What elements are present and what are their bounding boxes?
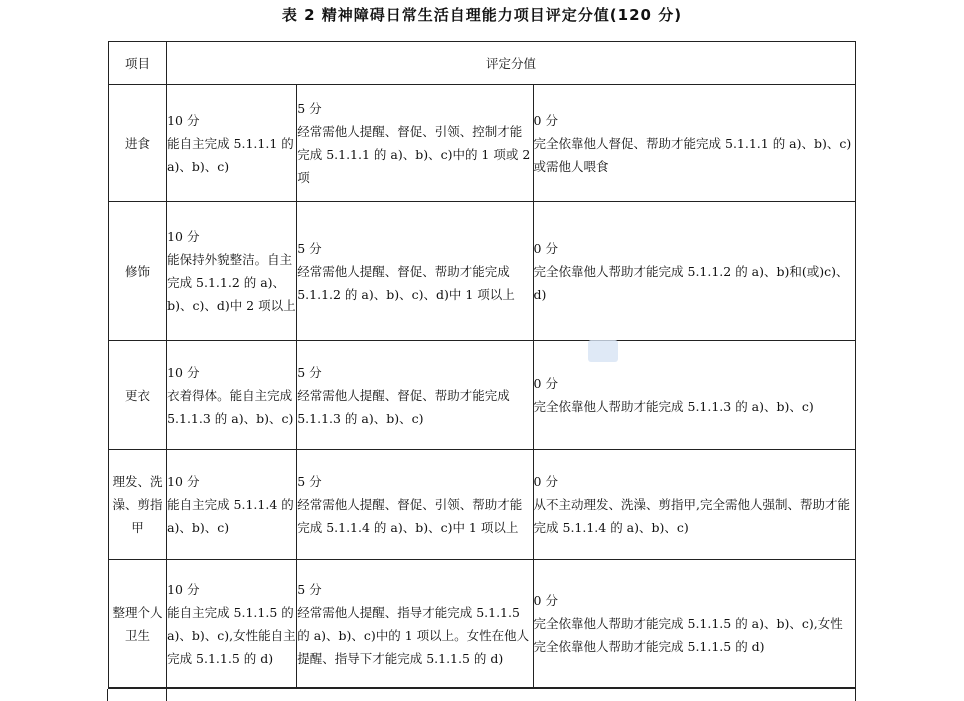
score-label: 10 分	[167, 229, 200, 244]
score-desc: 完全依靠他人帮助才能完成 5.1.1.5 的 a)、b)、c),女性完全依靠他人帮助才能完成 5.1.1.5 的 d)	[533, 616, 843, 654]
score-label: 0 分	[533, 376, 558, 391]
table-row	[109, 450, 856, 560]
score-5-cell	[297, 450, 533, 560]
border-line	[855, 689, 856, 701]
table-continuation	[108, 688, 856, 699]
score-desc: 能保持外貌整洁。自主完成 5.1.1.2 的 a)、b)、c)、d)中 2 项以上	[167, 252, 296, 313]
score-label: 10 分	[167, 364, 200, 380]
row-item: 进食	[109, 85, 167, 202]
score-10-cell	[167, 560, 297, 688]
score-desc: 能自主完成 5.1.1.1 的 a)、b)、c)	[167, 135, 294, 174]
header-item: 项目	[109, 42, 167, 85]
border-line	[107, 689, 108, 701]
score-5-cell	[297, 341, 533, 450]
header-score: 评定分值	[167, 42, 856, 85]
score-label: 5 分	[297, 101, 322, 116]
score-10-cell	[167, 85, 297, 202]
score-label: 10 分	[167, 474, 200, 489]
row-item: 更衣	[109, 341, 167, 450]
score-5-cell	[297, 85, 533, 202]
score-10-cell	[167, 202, 297, 341]
table-row	[109, 560, 856, 688]
table-header-row	[109, 42, 856, 85]
table-title: 表 2 精神障碍日常生活自理能力项目评定分值(120 分)	[281, 6, 683, 24]
table-row	[109, 341, 856, 450]
row-item: 整理个人卫生	[109, 560, 167, 688]
row-item: 修饰	[109, 202, 167, 341]
score-desc: 衣着得体。能自主完成 5.1.1.3 的 a)、b)、c)	[167, 387, 294, 426]
score-label: 0 分	[533, 593, 558, 608]
score-5-cell	[297, 560, 533, 688]
score-0-cell	[533, 202, 855, 341]
score-label: 10 分	[167, 581, 200, 597]
score-label: 5 分	[297, 581, 322, 597]
watermark-logo	[588, 340, 618, 362]
score-0-cell	[533, 560, 855, 688]
score-table	[108, 41, 856, 688]
score-label: 5 分	[297, 240, 322, 256]
score-label: 0 分	[533, 240, 558, 256]
score-0-cell	[533, 450, 855, 560]
score-desc: 完全依靠他人帮助才能完成 5.1.1.3 的 a)、b)、c)	[533, 399, 814, 414]
score-0-cell	[533, 85, 855, 202]
score-label: 10 分	[167, 112, 200, 128]
score-desc: 经常需他人提醒、督促、帮助才能完成 5.1.1.2 的 a)、b)、c)、d)中 1 项以上	[297, 263, 515, 302]
score-desc: 经常需他人提醒、督促、引领、控制才能完成 5.1.1.1 的 a)、b)、c)中的 1 项或 2 项	[297, 124, 531, 185]
score-desc: 经常需他人提醒、督促、帮助才能完成 5.1.1.3 的 a)、b)、c)	[297, 387, 510, 426]
score-label: 0 分	[533, 474, 558, 489]
score-0-cell	[533, 341, 855, 450]
score-10-cell	[167, 450, 297, 560]
score-desc: 能自主完成 5.1.1.4 的 a)、b)、c)	[167, 497, 294, 535]
score-desc: 完全依靠他人督促、帮助才能完成 5.1.1.1 的 a)、b)、c)或需他人喂食	[533, 135, 852, 174]
row-item: 理发、洗澡、剪指甲	[109, 450, 167, 560]
score-desc: 从不主动理发、洗澡、剪指甲,完全需他人强制、帮助才能完成 5.1.1.4 的 a)、b)、c)	[533, 497, 850, 535]
table-row	[109, 202, 856, 341]
score-desc: 完全依靠他人帮助才能完成 5.1.1.2 的 a)、b)和(或)c)、d)	[533, 263, 849, 302]
score-label: 5 分	[297, 474, 322, 489]
score-10-cell	[167, 341, 297, 450]
score-5-cell	[297, 202, 533, 341]
border-line	[166, 689, 167, 701]
score-desc: 经常需他人提醒、督促、引领、帮助才能完成 5.1.1.4 的 a)、b)、c)中 1 项以上	[297, 497, 523, 535]
score-desc: 经常需他人提醒、指导才能完成 5.1.1.5 的 a)、b)、c)中的 1 项以上。女性在他人提醒、指导下才能完成 5.1.1.5 的 d)	[297, 604, 530, 666]
score-label: 5 分	[297, 364, 322, 380]
score-desc: 能自主完成 5.1.1.5 的 a)、b)、c),女性能自主完成 5.1.1.5 的 d)	[167, 604, 296, 666]
table-row	[109, 85, 856, 202]
score-label: 0 分	[533, 112, 558, 128]
